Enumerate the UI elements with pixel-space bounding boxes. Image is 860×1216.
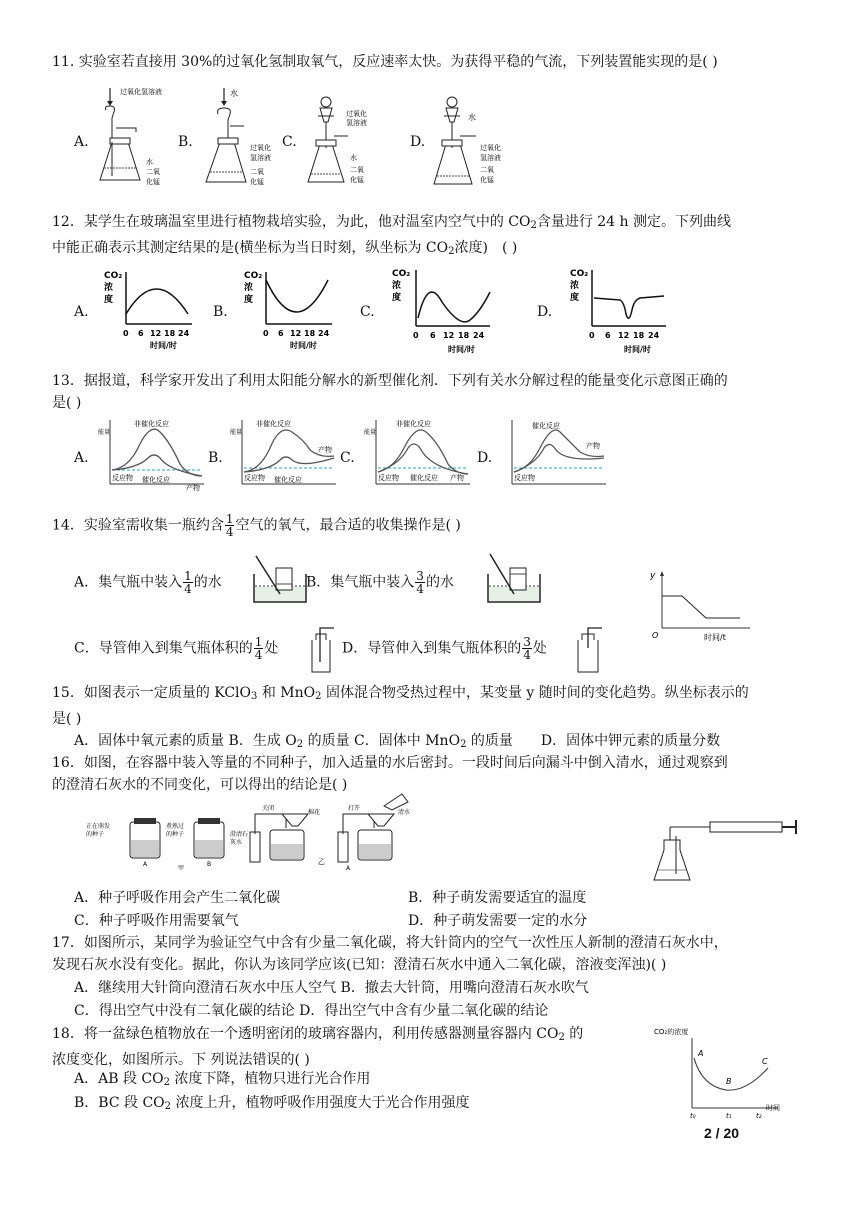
- side-line-graph: [650, 566, 760, 642]
- q13-option-b: B.: [208, 450, 223, 466]
- q16-option-c: C．种子呼吸作用需要氧气: [74, 913, 239, 929]
- q18-option-b: B．BC 段 $CO_2$ 浓度上升，植物呼吸作用强度大于光合作用强度: [74, 1095, 470, 1112]
- q14-option-a: A．集气瓶中装入 $\frac{1}{4}$ 的水: [74, 569, 222, 596]
- svg-text:清水: 清水: [398, 809, 411, 816]
- svg-text:18: 18: [633, 331, 645, 340]
- q14-option-d: D．导管伸入到集气瓶体积的 $\frac{3}{4}$ 处: [342, 635, 547, 662]
- svg-text:非催化反应: 非催化反应: [396, 420, 431, 428]
- svg-text:时间/时: 时间/时: [448, 345, 475, 354]
- q12-graph-a: [100, 268, 200, 354]
- q12-option-b: B.: [213, 304, 228, 320]
- q13-graph-a: [98, 418, 206, 496]
- svg-text:灰水: 灰水: [230, 839, 243, 846]
- q17-stem: 17．如图所示，某同学为验证空气中含有少量二氧化碳，将大针筒内的空气一次性压人新制的澄清石灰水中， 发现石灰水没有变化。据此，你认为该同学应该(已知：澄清石灰水中通入二氧化碳，溶液变浑浊)( ): [52, 935, 728, 973]
- svg-text:度: 度: [244, 295, 254, 305]
- svg-text:0: 0: [413, 331, 419, 340]
- q18-stem: 18．将一盆绿色植物放在一个透明密闭的玻璃容器内，利用传感器测量容器内 $CO_2$ 的 浓度变化，如图所示。下 列说法错误的( ): [52, 1026, 584, 1068]
- svg-text:过氧化: 过氧化: [480, 144, 501, 152]
- svg-text:6: 6: [605, 331, 611, 340]
- svg-text:CO₂: CO₂: [244, 271, 263, 281]
- q13-option-c: C.: [340, 450, 355, 466]
- svg-text:18: 18: [458, 331, 470, 340]
- svg-text:乙: 乙: [318, 858, 325, 866]
- svg-text:正在萌发: 正在萌发: [86, 823, 111, 830]
- svg-text:氢溶液: 氢溶液: [346, 119, 367, 127]
- q18-co2-graph: [654, 1024, 788, 1120]
- svg-text:非催化反应: 非催化反应: [256, 420, 291, 428]
- q13-graph-b: [230, 418, 338, 496]
- q14-option-c: C．导管伸入到集气瓶体积的 $\frac{1}{4}$ 处: [74, 635, 279, 662]
- svg-text:二氧: 二氧: [250, 168, 264, 176]
- svg-text:二氧: 二氧: [146, 168, 160, 176]
- svg-text:能量: 能量: [98, 429, 111, 436]
- q16-stem: 16．如图，在容器中装入等量的不同种子，加入适量的水后密封。一段时间后向漏斗中倒入清水，通过观察到 的澄清石灰水的不同变化，可以得出的结论是( ): [52, 755, 728, 793]
- seed-experiment-figure: [86, 800, 426, 872]
- q13-graph-c: [364, 418, 472, 496]
- q13-option-a: A.: [74, 450, 89, 466]
- svg-text:CO₂: CO₂: [104, 271, 123, 281]
- svg-text:时间/时: 时间/时: [624, 345, 651, 354]
- svg-text:反应物: 反应物: [514, 474, 535, 482]
- q11-stem: 11. 实验室若直接用 30%的过氧化氢制取氧气，反应速率太快。为获得平稳的气流，下列装置能实现的是( ): [52, 54, 718, 70]
- q14-option-b: B．集气瓶中装入 $\frac{3}{4}$ 的水: [306, 569, 454, 596]
- svg-text:12: 12: [443, 331, 455, 340]
- svg-text:度: 度: [392, 293, 402, 303]
- svg-text:12: 12: [618, 331, 630, 340]
- q12-option-c: C.: [360, 304, 375, 320]
- svg-text:过氧化: 过氧化: [250, 144, 271, 152]
- svg-text:产物: 产物: [450, 474, 464, 482]
- svg-text:时间/时: 时间/时: [150, 341, 177, 350]
- svg-text:关闭: 关闭: [262, 805, 275, 812]
- q16-option-b: B．种子萌发需要适宜的温度: [408, 890, 587, 906]
- svg-text:A: A: [346, 865, 351, 872]
- q11-option-b: B.: [178, 134, 193, 150]
- svg-text:氢溶液: 氢溶液: [480, 154, 501, 162]
- q14-apparatus-a: [250, 550, 310, 606]
- svg-text:O: O: [652, 631, 659, 640]
- svg-text:的种子: 的种子: [166, 831, 185, 838]
- svg-text:时间: 时间: [766, 1104, 780, 1112]
- svg-text:氢溶液: 氢溶液: [250, 154, 271, 162]
- q13-stem: 13．据报道，科学家开发出了利用太阳能分解水的新型催化剂．下列有关水分解过程的能量变化示意图正确的 是( ): [52, 373, 728, 411]
- svg-text:的种子: 的种子: [86, 831, 105, 838]
- svg-text:0: 0: [589, 331, 595, 340]
- svg-text:24: 24: [178, 329, 190, 338]
- svg-text:A: A: [698, 1049, 704, 1058]
- svg-text:浓: 浓: [244, 283, 254, 293]
- svg-text:反应物: 反应物: [112, 474, 133, 482]
- svg-text:6: 6: [278, 329, 284, 338]
- svg-text:CO₂: CO₂: [570, 269, 589, 279]
- q12-stem: 12．某学生在玻璃温室里进行植物栽培实验，为此，他对温室内空气中的 $CO_2$含量进行 24 h 测定。下列曲线 中能正确表示其测定结果的是(横坐标为当日时刻，纵坐标为 $CO_2$浓度) ( ): [52, 214, 732, 257]
- svg-text:B: B: [207, 861, 212, 868]
- q13-graph-d: [500, 418, 608, 496]
- q11-option-d: D.: [410, 134, 426, 150]
- svg-text:二氧: 二氧: [480, 166, 494, 174]
- q12-graph-b: [240, 268, 340, 354]
- svg-text:24: 24: [473, 331, 485, 340]
- svg-text:CO₂: CO₂: [392, 269, 411, 279]
- svg-text:过氧化氢溶液: 过氧化氢溶液: [120, 88, 162, 96]
- page-number: 2 / 20: [704, 1125, 740, 1141]
- q15-stem: 15．如图表示一定质量的 KClO$_3$ 和 MnO$_2$ 固体混合物受热过程中，某变量 y 随时间的变化趋势。纵坐标表示的 是( ): [52, 685, 749, 727]
- q16-option-d: D．种子萌发需要一定的水分: [408, 913, 588, 929]
- svg-text:24: 24: [318, 329, 330, 338]
- svg-text:能量: 能量: [230, 429, 243, 436]
- q17-options-ab: A．继续用大针筒向澄清石灰水中压人空气 B．撤去大针筒，用嘴向澄清石灰水吹气: [74, 980, 589, 996]
- svg-text:0: 0: [123, 329, 129, 338]
- svg-text:化锰: 化锰: [350, 176, 364, 184]
- svg-text:水: 水: [230, 89, 238, 98]
- svg-text:时间/t: 时间/t: [704, 633, 726, 642]
- q14-apparatus-b: [484, 550, 544, 606]
- q14-apparatus-c: [306, 626, 336, 676]
- q11-option-a: A.: [74, 134, 89, 150]
- svg-text:煮熟过: 煮熟过: [166, 823, 185, 830]
- svg-text:C: C: [762, 1057, 768, 1066]
- svg-text:B: B: [726, 1077, 732, 1086]
- svg-text:产物: 产物: [318, 446, 332, 454]
- svg-text:浓: 浓: [392, 281, 402, 291]
- svg-text:12: 12: [150, 329, 162, 338]
- svg-text:棉花: 棉花: [308, 809, 321, 816]
- svg-text:y: y: [650, 571, 656, 581]
- svg-text:过氧化: 过氧化: [346, 110, 367, 118]
- q11-option-c: C.: [282, 134, 297, 150]
- svg-text:18: 18: [304, 329, 316, 338]
- svg-text:水: 水: [468, 113, 476, 122]
- svg-text:6: 6: [138, 329, 144, 338]
- svg-text:非催化反应: 非催化反应: [134, 420, 169, 428]
- q12-graph-c: [388, 266, 498, 358]
- svg-text:CO₂的浓度: CO₂的浓度: [654, 1028, 689, 1036]
- svg-text:水: 水: [146, 158, 153, 166]
- q12-option-a: A.: [74, 304, 89, 320]
- svg-text:t₁: t₁: [726, 1112, 732, 1120]
- svg-text:澄清石: 澄清石: [230, 831, 249, 838]
- q13-option-d: D.: [477, 450, 493, 466]
- svg-text:反应物: 反应物: [378, 474, 399, 482]
- q16-option-a: A．种子呼吸作用会产生二氧化碳: [74, 890, 281, 906]
- q14-apparatus-d: [572, 626, 606, 676]
- svg-text:度: 度: [570, 293, 580, 303]
- svg-text:浓: 浓: [104, 283, 114, 293]
- apparatus-c-figure: [300, 90, 390, 196]
- svg-text:化锰: 化锰: [480, 176, 494, 184]
- q14-stem: 14．实验室需收集一瓶约含 $\frac{1}{4}$ 空气的氧气，最合适的收集操作是( ): [52, 512, 461, 539]
- svg-text:反应物: 反应物: [244, 474, 265, 482]
- svg-text:度: 度: [104, 295, 114, 305]
- svg-text:t₂: t₂: [756, 1112, 762, 1120]
- svg-text:产物: 产物: [186, 484, 200, 492]
- svg-text:二氧: 二氧: [350, 166, 364, 174]
- svg-text:24: 24: [648, 331, 660, 340]
- syringe-flask-figure: [650, 810, 800, 886]
- svg-text:A: A: [143, 861, 148, 868]
- svg-text:时间/时: 时间/时: [290, 341, 317, 350]
- svg-text:打开: 打开: [348, 805, 361, 812]
- q12-option-d: D.: [537, 304, 553, 320]
- q18-option-a: A．AB 段 $CO_2$ 浓度下降，植物只进行光合作用: [74, 1071, 371, 1088]
- svg-text:催化反应: 催化反应: [410, 474, 438, 482]
- svg-text:化锰: 化锰: [146, 178, 160, 186]
- svg-text:t₀: t₀: [690, 1112, 696, 1120]
- apparatus-d-figure: [428, 90, 518, 196]
- q17-options-cd: C．得出空气中没有二氧化碳的结论 D．得出空气中含有少量二氧化碳的结论: [74, 1003, 549, 1019]
- svg-text:催化反应: 催化反应: [274, 476, 302, 484]
- apparatus-a-figure: [94, 84, 184, 194]
- apparatus-b-figure: [196, 84, 286, 194]
- svg-text:12: 12: [290, 329, 302, 338]
- q12-graph-d: [566, 266, 676, 358]
- svg-text:产物: 产物: [586, 442, 600, 450]
- svg-text:浓: 浓: [570, 281, 580, 291]
- svg-text:催化反应: 催化反应: [142, 476, 170, 484]
- svg-text:水: 水: [350, 154, 357, 162]
- svg-text:催化反应: 催化反应: [532, 422, 560, 430]
- svg-text:6: 6: [430, 331, 436, 340]
- svg-text:能量: 能量: [364, 429, 377, 436]
- svg-text:甲: 甲: [178, 865, 185, 872]
- svg-text:0: 0: [263, 329, 269, 338]
- svg-text:18: 18: [164, 329, 176, 338]
- svg-text:化锰: 化锰: [250, 178, 264, 186]
- q15-options: A．固体中氧元素的质量 B．生成 $O_2$ 的质量 C．固体中 MnO$_2$ 的质量 D．固体中钾元素的质量分数: [74, 733, 721, 750]
